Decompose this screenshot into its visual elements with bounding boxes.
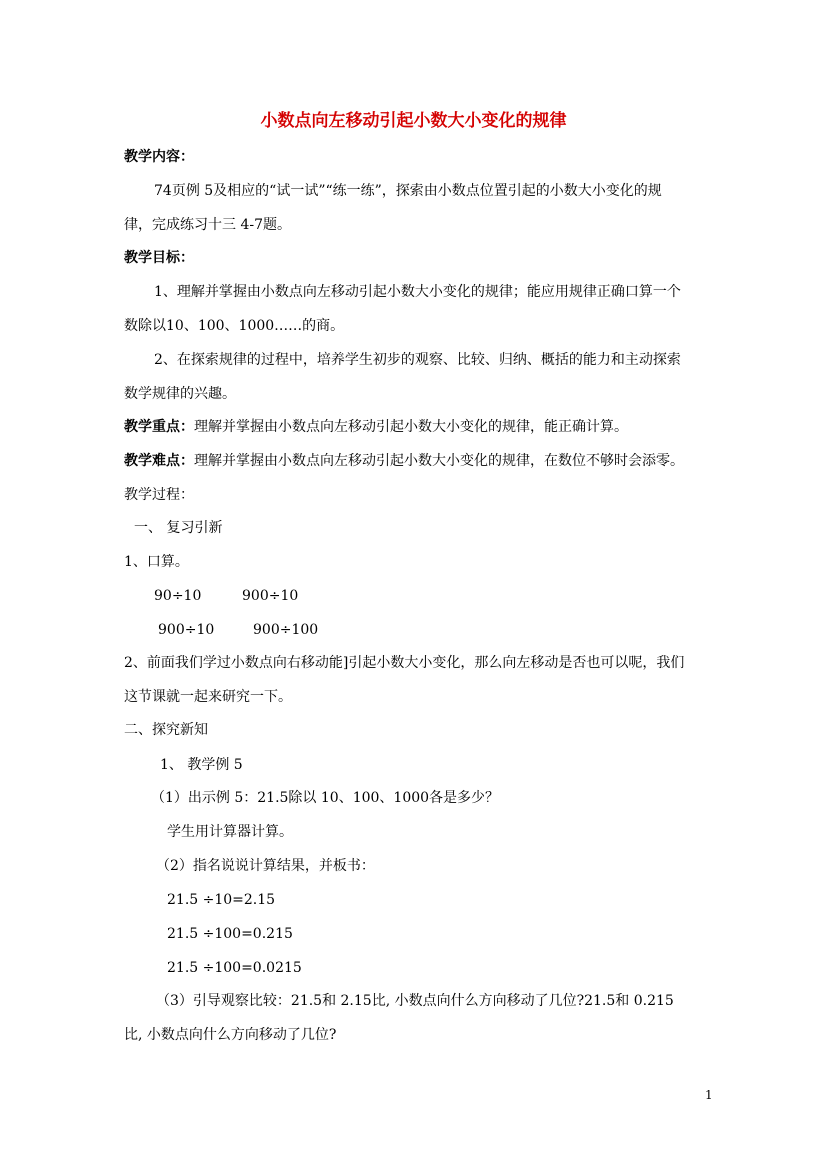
calc-1b: 900÷10 [242, 588, 299, 604]
content-text-line2: 律，完成练习十三 4-7题。 [124, 217, 291, 233]
page-title: 小数点向左移动引起小数大小变化的规律 [260, 111, 567, 131]
step3-line2: 比, 小数点向什么方向移动了几位? [124, 1027, 337, 1043]
goal2-line1: 2、在探索规律的过程中，培养学生初步的观察、比较、归纳、概括的能力和主动探索 [154, 352, 681, 368]
equation-3: 21.5 ÷100=0.0215 [167, 960, 302, 976]
key-points-text: 理解并掌握由小数点向左移动引起小数大小变化的规律，能正确计算。 [194, 419, 628, 435]
difficult-points-text: 理解并掌握由小数点向左移动引起小数大小变化的规律，在数位不够时会添零。 [194, 453, 684, 469]
item1: 1、口算。 [124, 554, 189, 570]
section1-heading: 一、 复习引新 [134, 520, 223, 536]
goal1-line1: 1、理解并掌握由小数点向左移动引起小数大小变化的规律；能应用规律正确口算一个 [154, 284, 681, 300]
step1: （1）出示例 5：21.5除以 10、100、1000各是多少？ [151, 790, 500, 806]
equation-2: 21.5 ÷100=0.215 [167, 926, 293, 942]
step1-note: 学生用计算器计算。 [167, 824, 293, 840]
key-points-label: 教学重点： [124, 419, 194, 435]
section2-heading: 二、探究新知 [124, 722, 208, 738]
process-heading: 教学过程： [124, 487, 194, 503]
calc-1a: 90÷10 [154, 588, 202, 604]
difficult-points-label: 教学难点： [124, 453, 194, 469]
goals-heading: 教学目标： [124, 250, 194, 266]
difficult-points [124, 451, 684, 471]
content-text-line1: 74页例 5及相应的“试一试”“练一练”，探索由小数点位置引起的小数大小变化的规 [154, 183, 662, 199]
item2-line1: 2、前面我们学过小数点向右移动能]引起小数大小变化，那么向左移动是否也可以呢，我们 [124, 655, 685, 671]
calc-2b: 900÷100 [253, 622, 319, 638]
page-number: 1 [705, 1088, 713, 1102]
calc-2a: 900÷10 [158, 622, 215, 638]
key-points [124, 417, 628, 437]
equation-1: 21.5 ÷10=2.15 [167, 892, 276, 908]
example-heading: 1、 教学例 5 [160, 757, 243, 773]
goal2-line2: 数学规律的兴趣。 [124, 386, 236, 402]
content-heading: 教学内容： [124, 149, 194, 165]
step2: （2）指名说说计算结果，并板书： [156, 858, 375, 874]
item2-line2: 这节课就一起来研究一下。 [124, 689, 292, 705]
step3-line1: （3）引导观察比较：21.5和 2.15比, 小数点向什么方向移动了几位?21.5和 0.215 [156, 993, 674, 1009]
goal1-line2: 数除以10、100、1000……的商。 [124, 318, 345, 334]
